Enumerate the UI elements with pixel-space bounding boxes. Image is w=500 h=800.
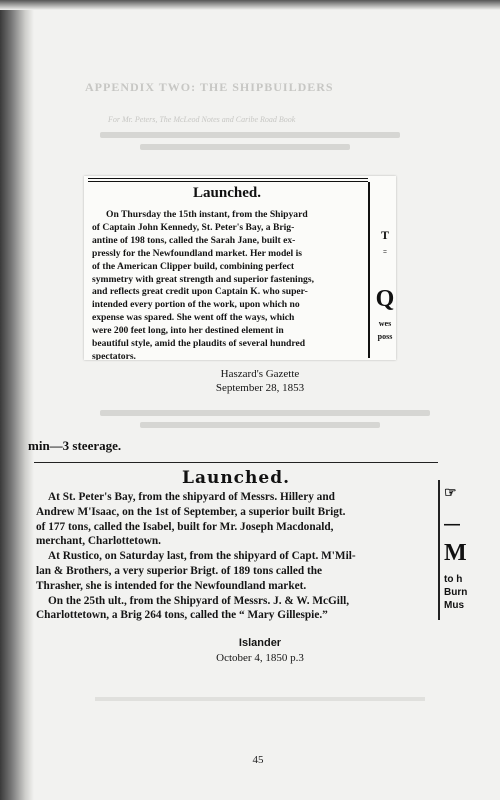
text-line: of 177 tons, called the Isabel, built for Mr. Joseph Macdonald, bbox=[36, 520, 334, 533]
adjacent-column-fragment: to h bbox=[444, 574, 463, 585]
clipping-top-rule bbox=[88, 181, 368, 182]
text-line: beautiful style, amid the plaudits of several hundred bbox=[92, 338, 306, 350]
ghost-title: APPENDIX TWO: THE SHIPBUILDERS bbox=[85, 80, 334, 94]
text-line: of Captain John Kennedy, St. Peter's Bay, a Brig- bbox=[92, 221, 295, 233]
adjacent-column-fragment: poss bbox=[377, 332, 393, 341]
clipping-2-headline: Launched. bbox=[181, 468, 291, 488]
text-line: At Rustico, on Saturday last, from the shipyard of Capt. M'Mil- bbox=[48, 550, 356, 563]
adjacent-column-fragment: Burn bbox=[444, 587, 468, 598]
clipping-1-body bbox=[92, 209, 370, 360]
text-line: spectators. bbox=[92, 350, 136, 360]
column-divider bbox=[438, 480, 440, 620]
text-line: merchant, Charlottetown. bbox=[36, 535, 161, 548]
clipping-2-date: October 4, 1850 p.3 bbox=[216, 652, 304, 664]
clipping-2-top-rule bbox=[34, 462, 438, 463]
text-line: of the American Clipper build, combining perfect bbox=[92, 260, 295, 272]
text-line: symmetry with great strength and superior fastenings, bbox=[92, 273, 314, 285]
text-line: Andrew M'Isaac, on the 1st of September, a superior built Brigt. bbox=[36, 505, 346, 518]
adjacent-column-fragment: = bbox=[383, 248, 387, 256]
text-line: On the 25th ult., from the Shipyard of Messrs. J. & W. McGill, bbox=[48, 594, 350, 607]
ghost-footnote bbox=[95, 697, 425, 701]
page-number: 45 bbox=[252, 754, 264, 766]
text-line: expense was spared. She went off the ways, which bbox=[92, 312, 295, 324]
text-line: antine of 198 tons, called the Sarah Jane, built ex- bbox=[92, 234, 296, 246]
newspaper-clipping-1 bbox=[84, 176, 396, 360]
clipping-1-date: September 28, 1853 bbox=[215, 382, 305, 394]
text-line: Thrasher, she is intended for the Newfoundland market. bbox=[36, 579, 307, 592]
binding-shadow bbox=[0, 0, 34, 800]
clipping-2-body bbox=[36, 490, 436, 623]
clipping-top-rule bbox=[88, 178, 368, 179]
text-line: were 200 feet long, into her destined element in bbox=[92, 325, 284, 337]
text-line: At St. Peter's Bay, from the shipyard of Messrs. Hillery and bbox=[48, 491, 335, 503]
text-line: intended every portion of the work, upon which no bbox=[92, 299, 300, 311]
ghost-line bbox=[100, 410, 430, 416]
adjacent-column-fragment: M bbox=[444, 540, 467, 566]
text-line: and reflects great credit upon Captain K. who super- bbox=[92, 286, 308, 298]
text-line: Charlottetown, a Brig 264 tons, called the “ Mary Gillespie.” bbox=[36, 609, 328, 622]
adjacent-column-fragment: T bbox=[380, 228, 389, 242]
text-line: pressly for the Newfoundland market. Her model is bbox=[92, 247, 302, 259]
adjacent-column-fragment: — bbox=[444, 516, 460, 533]
adjacent-column-fragment: Q bbox=[375, 286, 395, 312]
ghost-line bbox=[140, 422, 380, 428]
clipping-2-source: Islander bbox=[238, 637, 282, 649]
adjacent-column-fragment: Mus bbox=[444, 600, 464, 611]
text-line: lan & Brothers, a very superior Brigt. of 189 tons called the bbox=[36, 564, 323, 577]
text-line: On Thursday the 15th instant, from the Shipyard bbox=[106, 209, 308, 220]
clipping-1-headline: Launched. bbox=[193, 185, 261, 201]
ghost-subtitle: For Mr. Peters, The McLeod Notes and Caribe Road Book bbox=[108, 115, 296, 124]
pointing-hand-icon: ☞ bbox=[444, 484, 457, 500]
clipping-1-source: Haszard's Gazette bbox=[220, 368, 300, 380]
ghost-line bbox=[100, 132, 400, 138]
adjacent-column-fragment: wes bbox=[378, 319, 392, 328]
ghost-line bbox=[140, 144, 350, 150]
top-shadow bbox=[0, 0, 500, 10]
preceding-fragment: min—3 steerage. bbox=[28, 438, 122, 453]
